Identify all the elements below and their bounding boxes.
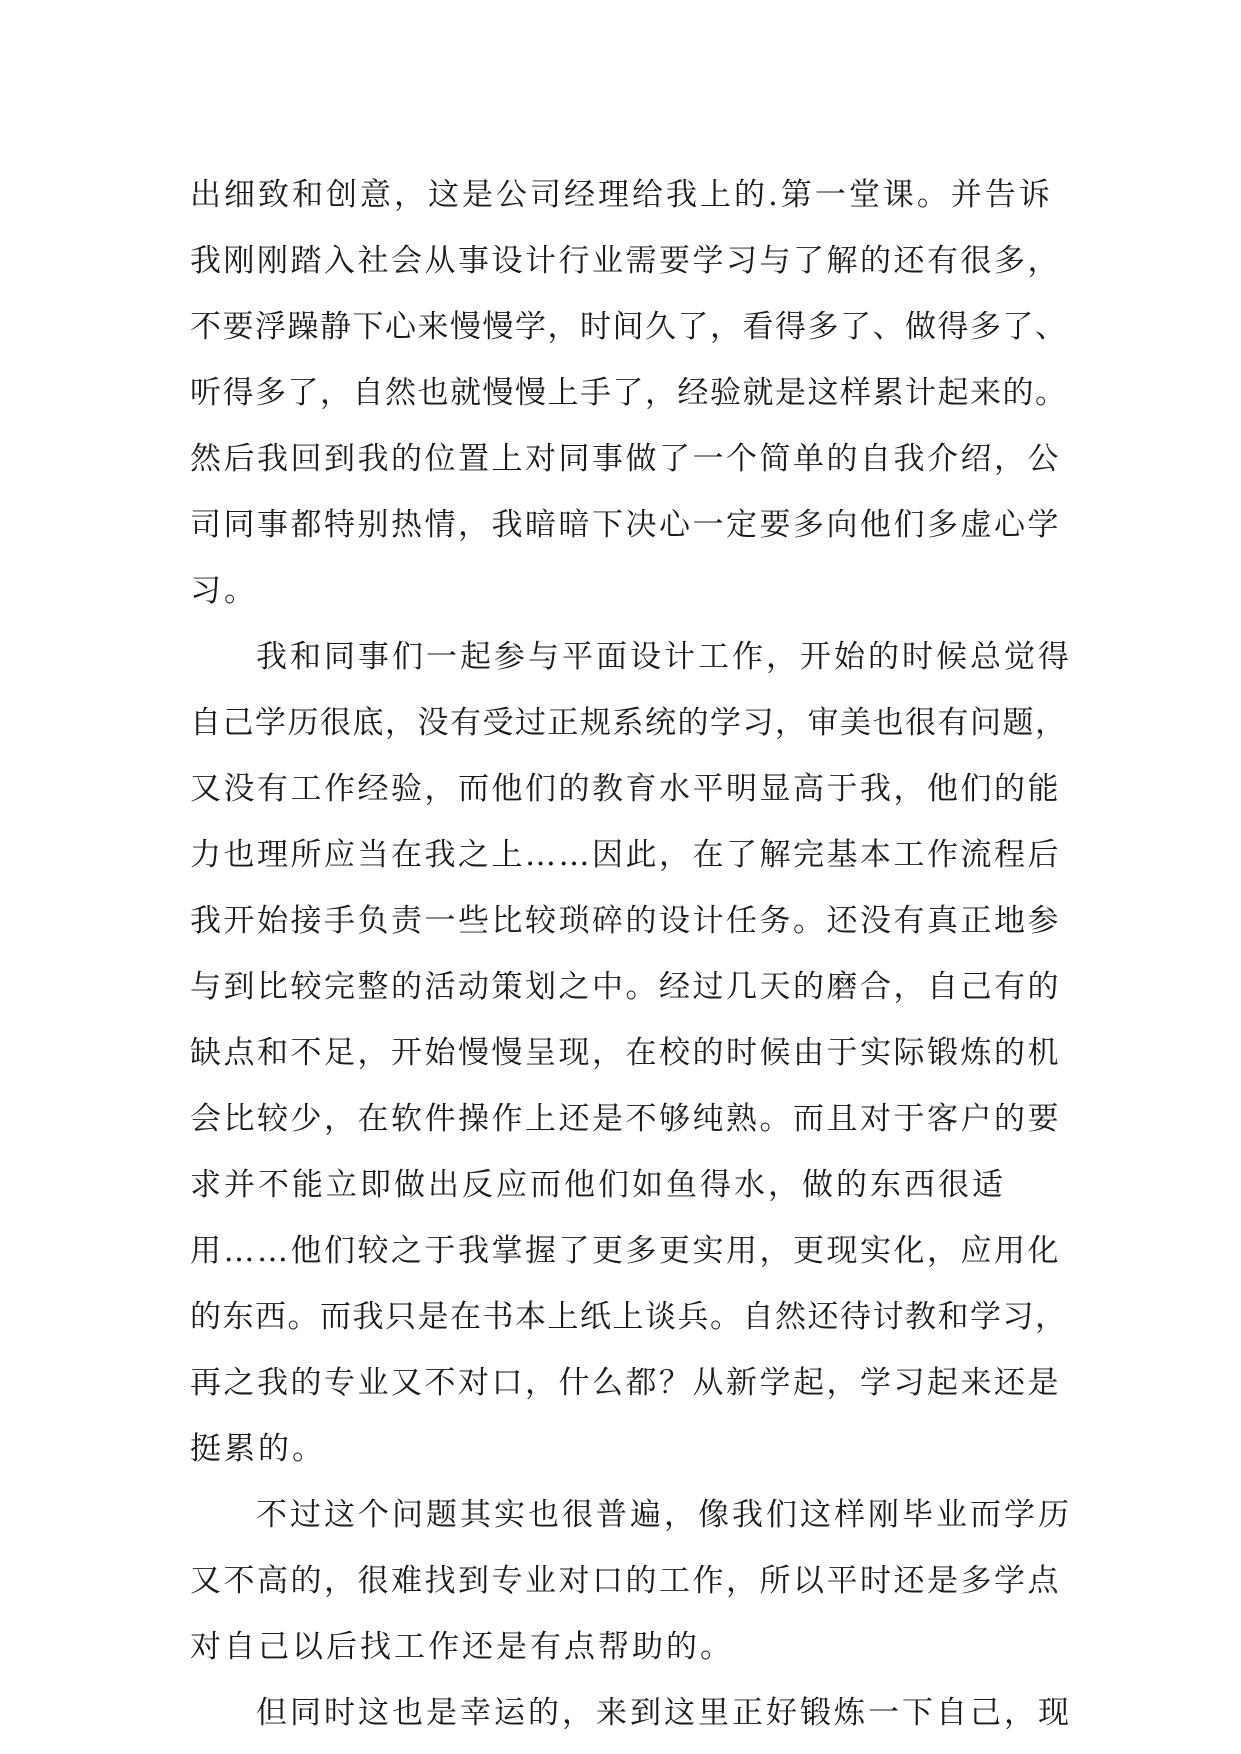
text-line: 挺累的。 — [190, 1431, 326, 1467]
text-line: 又不高的，很难找到专业对口的工作，所以平时还是多学点 — [190, 1563, 1061, 1599]
text-line: 力也理所应当在我之上……因此，在了解完基本工作流程后 — [190, 837, 1061, 873]
text-line: 自己学历很底，没有受过正规系统的学习，审美也很有问题， — [190, 705, 1068, 741]
text-line: 缺点和不足，开始慢慢呈现，在校的时候由于实际锻炼的机 — [190, 1035, 1061, 1071]
text-line: 再之我的专业又不对口，什么都？从新学起，学习起来还是 — [190, 1365, 1061, 1401]
text-line: 司同事都特别热情，我暗暗下决心一定要多向他们多虚心学 — [190, 507, 1061, 543]
text-line: 我开始接手负责一些比较琐碎的设计任务。还没有真正地参 — [190, 903, 1061, 939]
text-line: 然后我回到我的位置上对同事做了一个简单的自我介绍，公 — [190, 441, 1061, 477]
document-text-body — [190, 162, 1072, 1746]
text-line: 会比较少，在软件操作上还是不够纯熟。而且对于客户的要 — [190, 1101, 1061, 1137]
text-line: 听得多了，自然也就慢慢上手了，经验就是这样累计起来的。 — [190, 375, 1068, 411]
text-line: 又没有工作经验，而他们的教育水平明显高于我，他们的能 — [190, 771, 1061, 807]
text-line: 用……他们较之于我掌握了更多更实用，更现实化，应用化 — [190, 1233, 1061, 1269]
text-line: 不要浮躁静下心来慢慢学，时间久了，看得多了、做得多了、 — [190, 309, 1068, 345]
text-line: 对自己以后找工作还是有点帮助的。 — [190, 1629, 734, 1665]
text-line: 习。 — [190, 573, 258, 609]
text-line: 出细致和创意，这是公司经理给我上的.第一堂课。并告诉 — [190, 177, 1053, 213]
paragraph-first-line: 但同时这也是幸运的，来到这里正好锻炼一下自己，现 — [256, 1695, 1072, 1731]
paragraph-first-line: 不过这个问题其实也很普遍，像我们这样刚毕业而学历 — [256, 1497, 1072, 1533]
paragraph-first-line: 我和同事们一起参与平面设计工作，开始的时候总觉得 — [256, 639, 1072, 675]
text-line: 的东西。而我只是在书本上纸上谈兵。自然还待讨教和学习， — [190, 1299, 1068, 1335]
text-line: 求并不能立即做出反应而他们如鱼得水，做的东西很适 — [190, 1167, 1006, 1203]
text-line: 我刚刚踏入社会从事设计行业需要学习与了解的还有很多， — [190, 243, 1061, 279]
text-line: 与到比较完整的活动策划之中。经过几天的磨合，自己有的 — [190, 969, 1061, 1005]
